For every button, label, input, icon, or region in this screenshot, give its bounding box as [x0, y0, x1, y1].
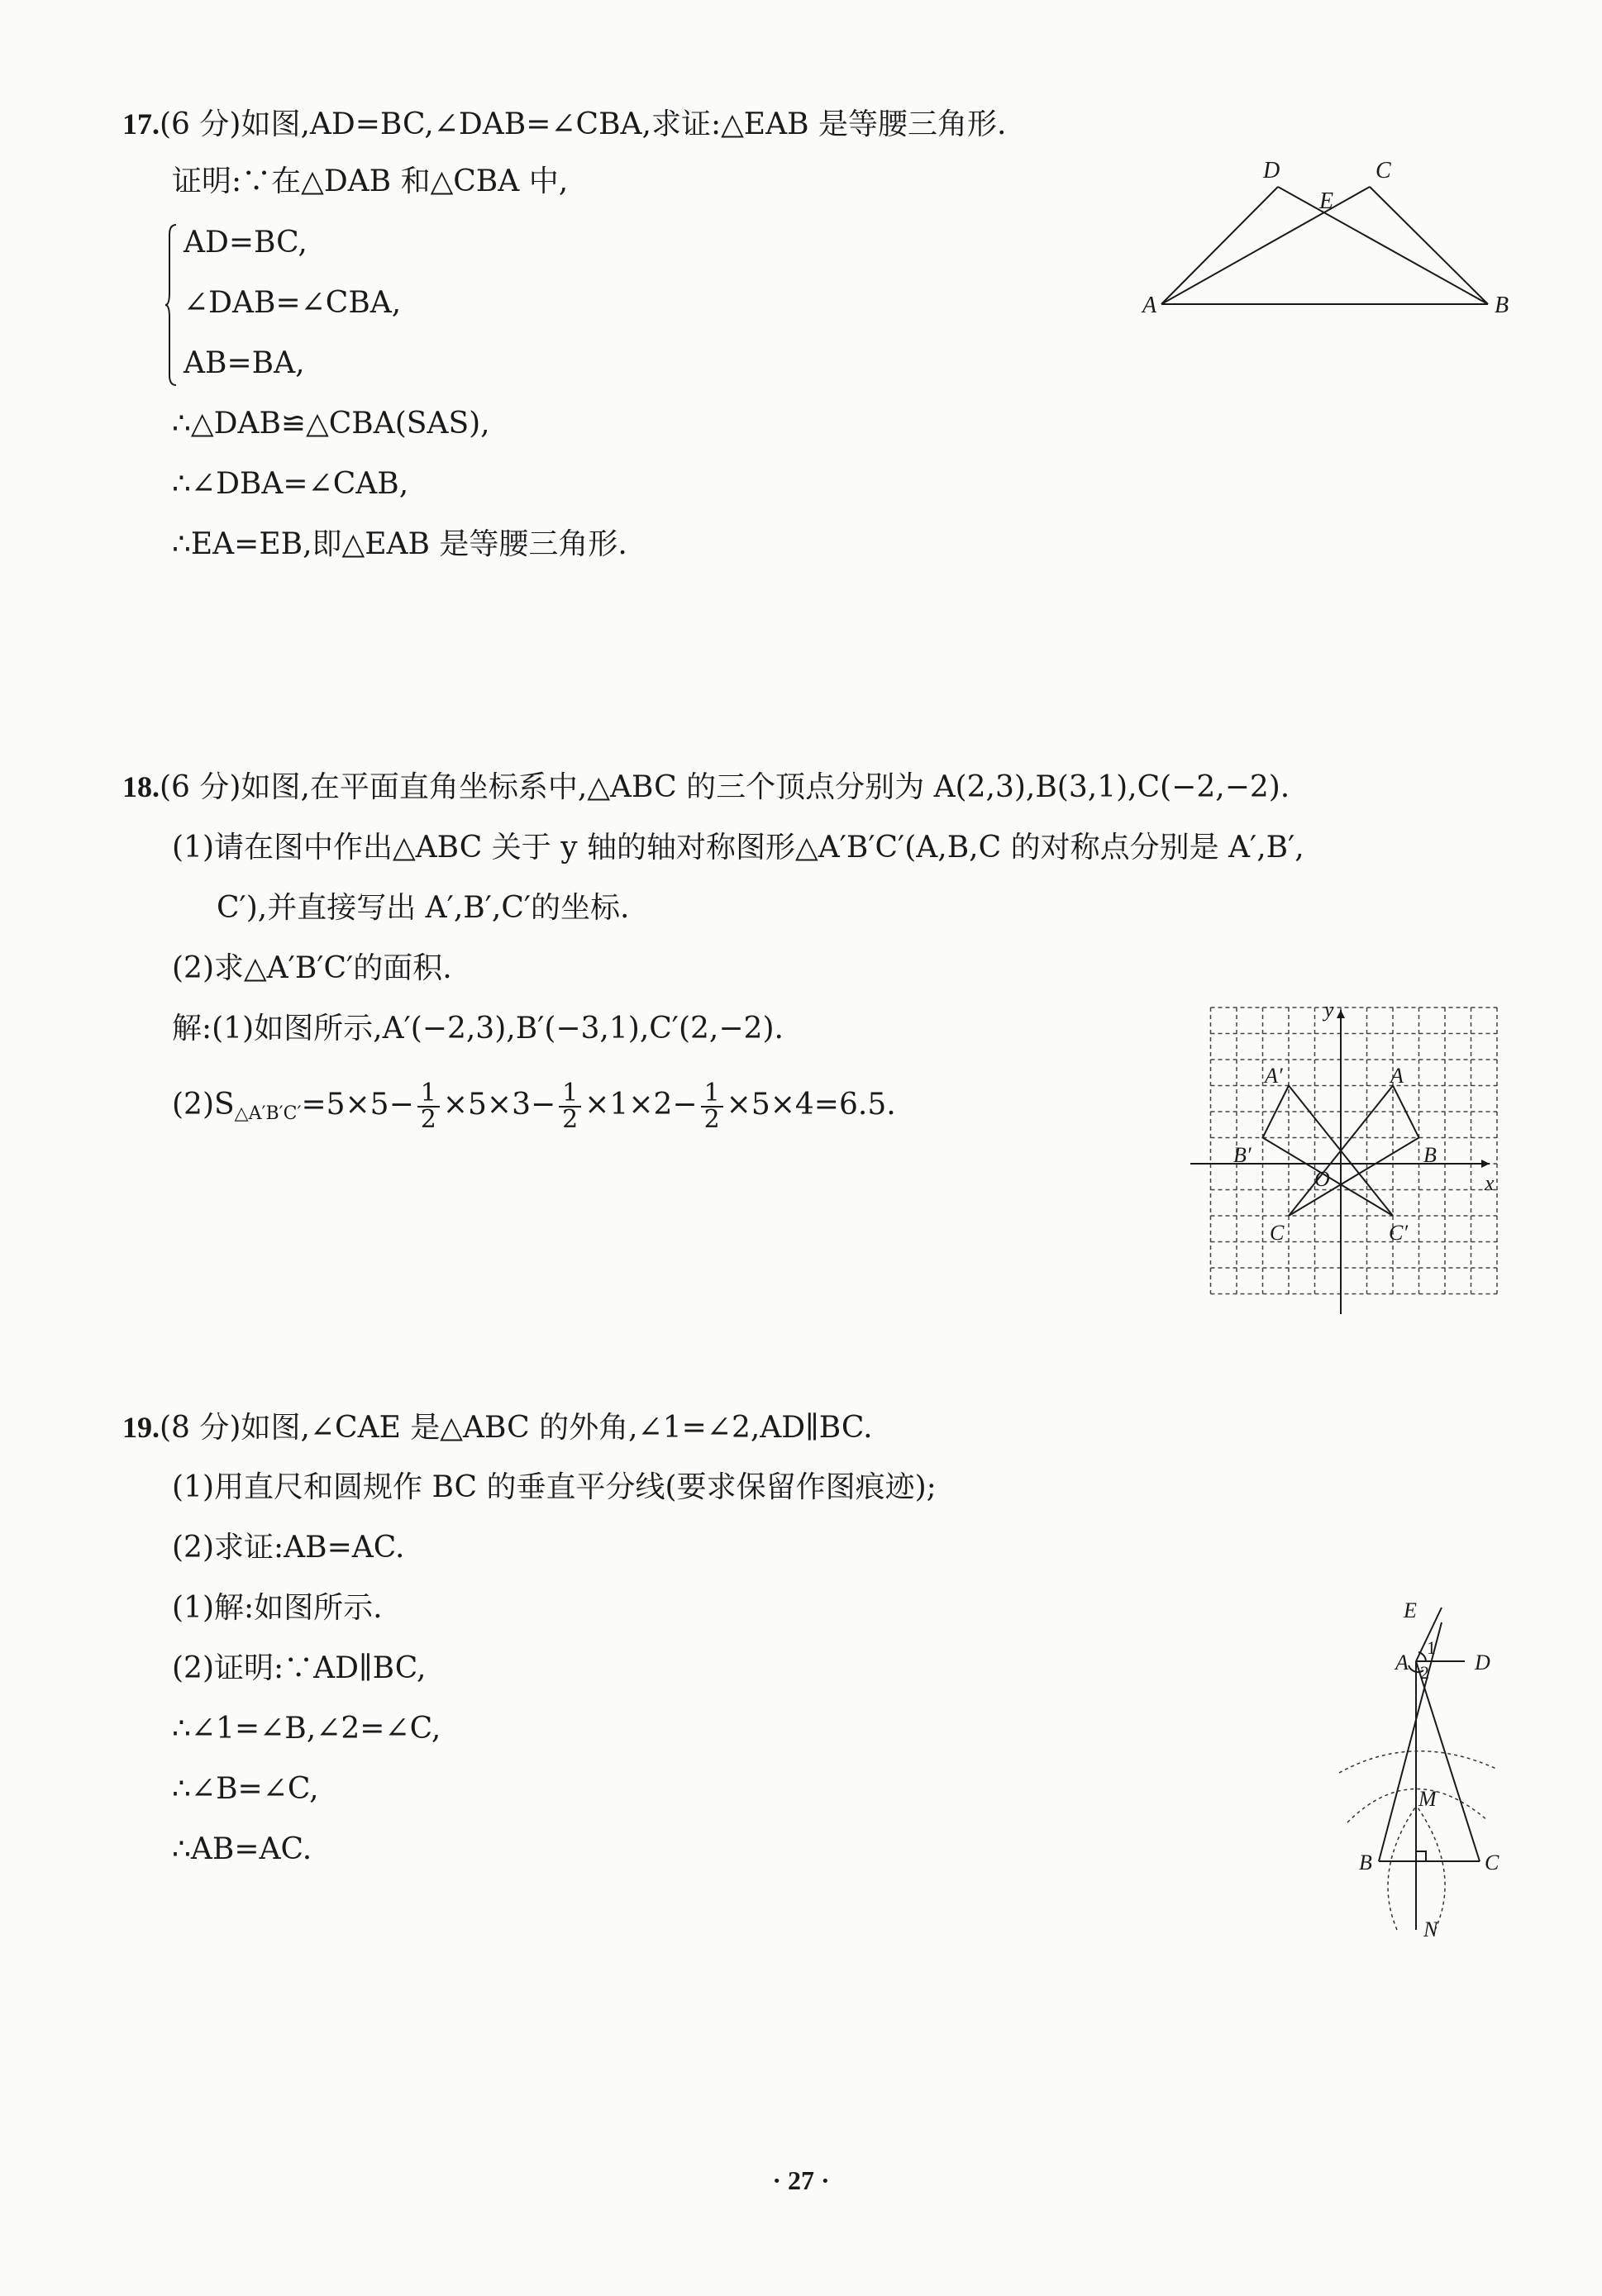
q17-brace	[165, 223, 177, 387]
q18-origin-label: O	[1314, 1167, 1330, 1191]
q17-proof-line-6: ∴∠DBA=∠CAB,	[172, 467, 409, 501]
q17-number: 17.	[122, 107, 160, 141]
q17-proof-line-7: ∴EA=EB,即△EAB 是等腰三角形.	[172, 527, 627, 561]
q17-stem	[122, 106, 1006, 143]
q18-solution-2	[172, 1081, 896, 1132]
q19-part2: (2)求证:AB=AC.	[172, 1531, 405, 1565]
q19-stem-text: (8 分)如图,∠CAE 是△ABC 的外角,∠1=∠2,AD∥BC.	[160, 1411, 873, 1445]
triangle-ABC	[1289, 1086, 1419, 1217]
q17-label-E: E	[1319, 188, 1334, 214]
q18-label-B: B	[1423, 1143, 1437, 1167]
triangle-A1B1C1	[1263, 1086, 1394, 1217]
q18-stem-text: (6 分)如图,在平面直角坐标系中,△ABC 的三个顶点分别为 A(2,3),B(3,1),C(−2,−2).	[160, 770, 1290, 804]
q18-area-term-c: ×1×2−	[584, 1088, 698, 1122]
q19-figure	[1323, 1591, 1521, 1942]
q18-area-term-d: ×5×4=6.5.	[726, 1088, 896, 1122]
q18-label-C: C	[1270, 1221, 1285, 1245]
q18-label-A: A	[1390, 1064, 1404, 1088]
q18-coordinate-figure	[1190, 1000, 1504, 1331]
q18-area-symbol: (2)S	[172, 1088, 235, 1122]
q19-part1: (1)用直尺和圆规作 BC 的垂直平分线(要求保留作图痕迹);	[172, 1470, 937, 1504]
q18-part1-a: (1)请在图中作出△ABC 关于 y 轴的轴对称图形△A′B′C′(A,B,C 的对称点分别是 A′,B′,	[172, 831, 1304, 865]
q17-label-A: A	[1142, 293, 1157, 318]
q18-area-subscript: △A′B′C′	[234, 1103, 302, 1124]
q18-number: 18.	[122, 770, 160, 803]
q19-label-E: E	[1404, 1598, 1417, 1622]
q18-axis-x-label: x	[1485, 1171, 1495, 1195]
q19-label-C: C	[1485, 1851, 1499, 1874]
page-number: · 27 ·	[772, 2165, 830, 2195]
q19-label-A: A	[1395, 1651, 1409, 1674]
q17-proof-line-2: AD=BC,	[184, 226, 308, 260]
q18-label-C-prime: C′	[1389, 1221, 1409, 1245]
q19-solution-line-3: ∴∠1=∠B,∠2=∠C,	[172, 1712, 441, 1746]
q18-part2: (2)求△A′B′C′的面积.	[172, 951, 452, 985]
q18-part1-b: C′),并直接写出 A′,B′,C′的坐标.	[217, 891, 630, 925]
q18-fraction-1: $\frac{1}{2}$	[417, 1081, 440, 1132]
q17-label-B: B	[1495, 293, 1509, 318]
q17-figure	[1132, 149, 1521, 331]
q19-label-D: D	[1475, 1651, 1490, 1674]
q17-label-D: D	[1263, 158, 1280, 183]
q19-solution-line-1: (1)解:如图所示.	[172, 1591, 383, 1625]
q19-angle-1-label: 1	[1427, 1637, 1436, 1658]
q19-label-B: B	[1359, 1851, 1372, 1874]
q18-fraction-2: $\frac{1}{2}$	[559, 1081, 581, 1132]
q17-label-C: C	[1376, 158, 1391, 183]
q19-angle-2-label: 2	[1420, 1662, 1429, 1683]
q18-axis-y-label: y	[1324, 1000, 1334, 1022]
q17-proof-line-1: 证明:∵在△DAB 和△CBA 中,	[172, 164, 569, 198]
q18-label-A-prime: A′	[1265, 1064, 1283, 1088]
q17-stem-text: (6 分)如图,AD=BC,∠DAB=∠CBA,求证:△EAB 是等腰三角形.	[160, 107, 1007, 141]
q19-solution-line-4: ∴∠B=∠C,	[172, 1772, 319, 1806]
q19-label-M: M	[1418, 1787, 1437, 1811]
q18-area-term-b: ×5×3−	[442, 1088, 556, 1122]
q19-label-N: N	[1423, 1917, 1438, 1941]
q18-fraction-3: $\frac{1}{2}$	[701, 1081, 723, 1132]
q19-number: 19.	[122, 1411, 160, 1444]
q17-proof-line-3: ∠DAB=∠CBA,	[184, 286, 402, 320]
q18-label-B-prime: B′	[1233, 1143, 1252, 1167]
q18-area-term-a: =5×5−	[301, 1088, 414, 1122]
q19-solution-line-2: (2)证明:∵AD∥BC,	[172, 1651, 427, 1685]
q17-proof-line-5: ∴△DAB≌△CBA(SAS),	[172, 407, 490, 441]
q17-proof-line-4: AB=BA,	[184, 346, 305, 380]
q19-solution-line-5: ∴AB=AC.	[172, 1832, 312, 1866]
q18-solution-1: 解:(1)如图所示,A′(−2,3),B′(−3,1),C′(2,−2).	[172, 1012, 784, 1046]
q19-stem	[122, 1409, 873, 1446]
q18-stem	[122, 769, 1290, 806]
